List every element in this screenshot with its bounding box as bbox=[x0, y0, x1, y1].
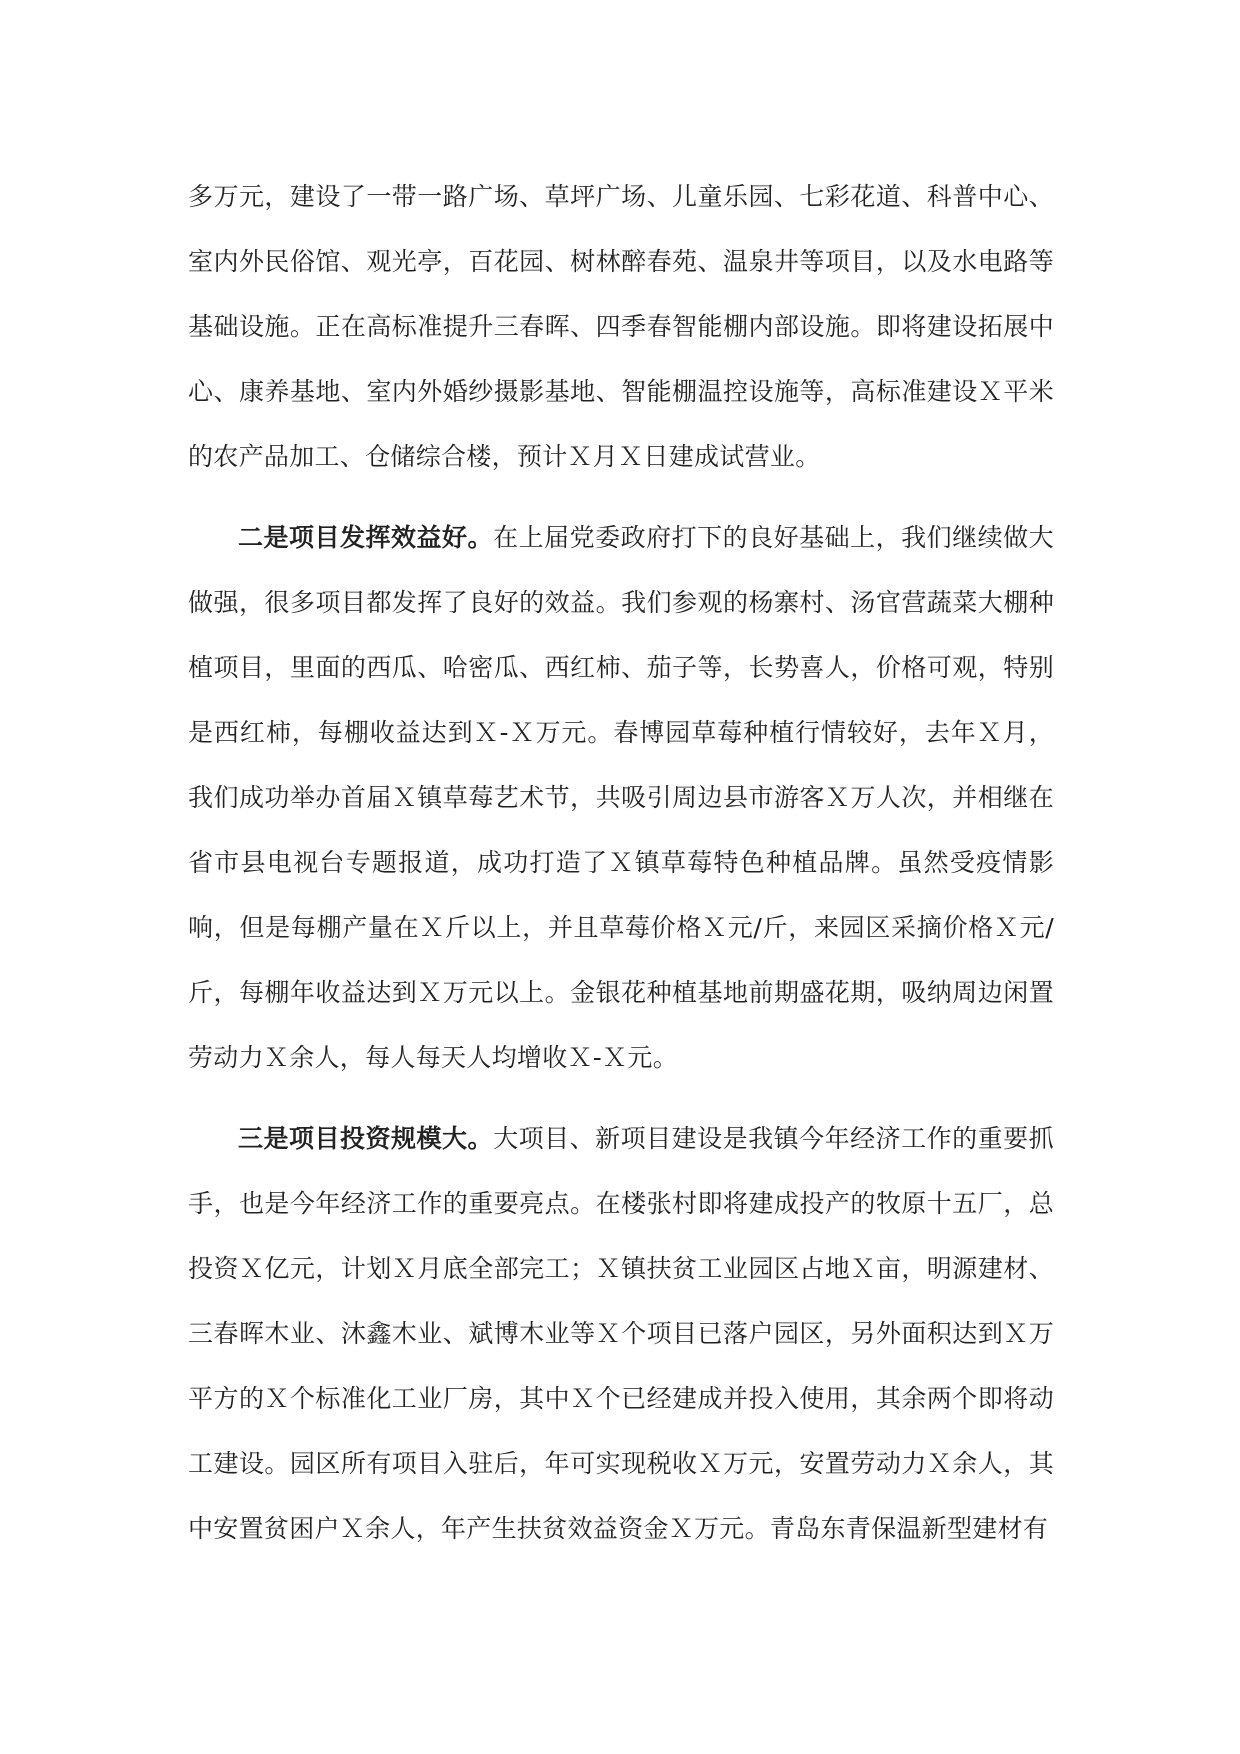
paragraph-text: 多万元，建设了一带一路广场、草坪广场、儿童乐园、七彩花道、科普中心、室内外民俗馆、观光亭，百花园、树林醉春苑、温泉井等项目，以及水电路等基础设施。正在高标准提升三春晖、四季春智能棚内部设施。即将建设拓展中心、康养基地、室内外婚纱摄影基地、智能棚温控设施等，高标准建设Ｘ平米的农产品加工、仓储综合楼，预计Ｘ月Ｘ日建成试营业。 bbox=[188, 182, 1054, 471]
document-body bbox=[188, 164, 1054, 1561]
paragraph-text: 大项目、新项目建设是我镇今年经济工作的重要抓手，也是今年经济工作的重要亮点。在楼张村即将建成投产的牧原十五厂，总投资Ｘ亿元，计划Ｘ月底全部完工；Ｘ镇扶贫工业园区占地Ｘ亩，明源建材、三春晖木业、沐鑫木业、斌博木业等Ｘ个项目已落户园区，另外面积达到Ｘ万平方的Ｘ个标准化工业厂房，其中Ｘ个已经建成并投入使用，其余两个即将动工建设。园区所有项目入驻后，年可实现税收Ｘ万元，安置劳动力Ｘ余人，其中安置贫困户Ｘ余人，年产生扶贫效益资金Ｘ万元。青岛东青保温新型建材有 bbox=[188, 1124, 1054, 1543]
paragraph-project-benefits bbox=[188, 505, 1054, 1090]
paragraph-continuation bbox=[188, 164, 1054, 489]
paragraph-lead-heading: 三是项目投资规模大。 bbox=[238, 1124, 494, 1153]
paragraph-lead-heading: 二是项目发挥效益好。 bbox=[238, 523, 494, 552]
paragraph-text: 在上届党委政府打下的良好基础上，我们继续做大做强，很多项目都发挥了良好的效益。我们参观的杨寨村、汤官营蔬菜大棚种植项目，里面的西瓜、哈密瓜、西红柿、茄子等，长势喜人，价格可观，特别是西红柿，每棚收益达到Ｘ-Ｘ万元。春博园草莓种植行情较好，去年Ｘ月，我们成功举办首届Ｘ镇草莓艺术节，共吸引周边县市游客Ｘ万人次，并相继在省市县电视台专题报道，成功打造了Ｘ镇草莓特色种植品牌。虽然受疫情影响，但是每棚产量在Ｘ斤以上，并且草莓价格Ｘ元/斤，来园区采摘价格Ｘ元/斤，每棚年收益达到Ｘ万元以上。金银花种植基地前期盛花期，吸纳周边闲置劳动力Ｘ余人，每人每天人均增收Ｘ-Ｘ元。 bbox=[188, 523, 1054, 1072]
paragraph-investment-scale bbox=[188, 1106, 1054, 1561]
